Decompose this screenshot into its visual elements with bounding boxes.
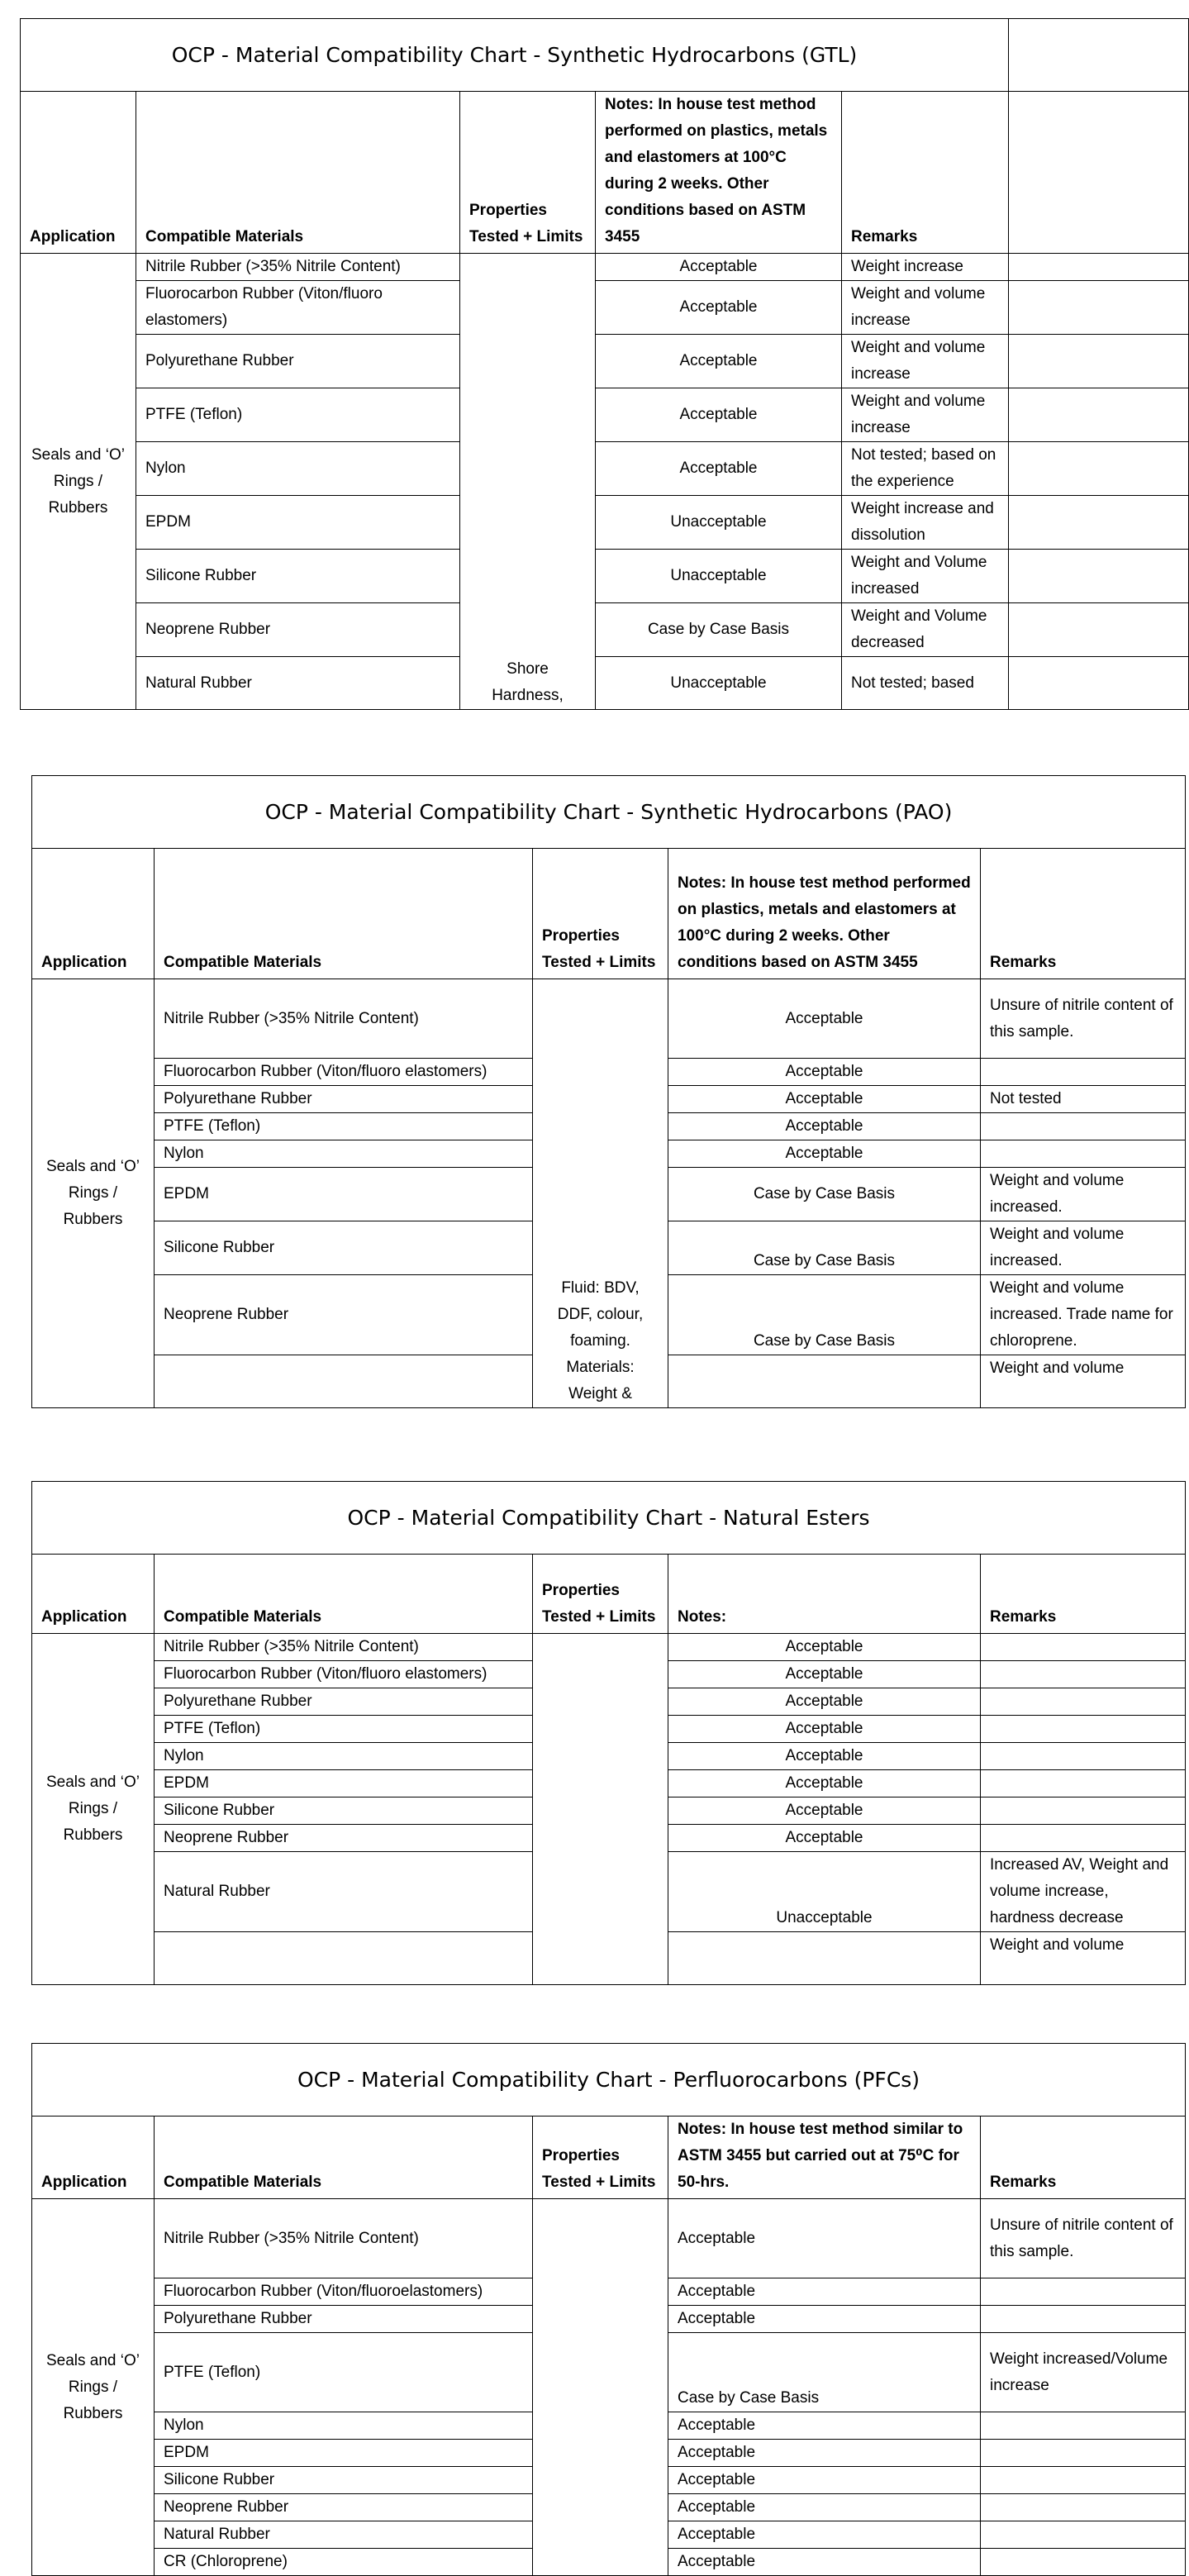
result-cell: Acceptable xyxy=(668,1770,981,1797)
header-notes: Notes: In house test method performed on plastics, metals and elastomers at 100°C during 2 weeks. Other conditions based on ASTM 3455 xyxy=(668,849,981,979)
material-cell: Polyurethane Rubber xyxy=(136,335,460,388)
remark-cell: Weight and Volume increased xyxy=(842,550,1009,603)
remark-cell: Weight and volume xyxy=(981,1932,1186,1985)
remark-cell xyxy=(981,1770,1186,1797)
result-cell: Case by Case Basis xyxy=(596,603,842,657)
result-cell: Acceptable xyxy=(668,2412,981,2440)
result-cell: Acceptable xyxy=(668,1634,981,1661)
table-row xyxy=(21,496,1189,550)
empty-cell xyxy=(1009,603,1189,657)
empty-cell xyxy=(1009,388,1189,442)
material-cell: CR (Chloroprene) xyxy=(155,2549,533,2576)
remark-cell xyxy=(981,2549,1186,2576)
result-cell: Acceptable xyxy=(596,335,842,388)
material-cell: EPDM xyxy=(155,1770,533,1797)
header-remarks: Remarks xyxy=(981,1555,1186,1634)
remark-cell xyxy=(981,1059,1186,1086)
material-cell: Nylon xyxy=(155,2412,533,2440)
material-cell: PTFE (Teflon) xyxy=(136,388,460,442)
table-row xyxy=(21,550,1189,603)
result-cell: Acceptable xyxy=(668,1797,981,1825)
remark-cell xyxy=(981,2521,1186,2549)
header-materials: Compatible Materials xyxy=(155,2117,533,2199)
remark-cell: Weight and volume increase xyxy=(842,281,1009,335)
header-notes: Notes: xyxy=(668,1555,981,1634)
material-cell: Fluorocarbon Rubber (Viton/fluoro elastomers) xyxy=(136,281,460,335)
result-cell: Acceptable xyxy=(668,1716,981,1743)
material-cell: Neoprene Rubber xyxy=(136,603,460,657)
empty-cell xyxy=(1009,550,1189,603)
table-row xyxy=(21,335,1189,388)
result-cell: Acceptable xyxy=(668,2494,981,2521)
result-cell: Acceptable xyxy=(668,1059,981,1086)
material-cell: Neoprene Rubber xyxy=(155,1825,533,1852)
header-notes: Notes: In house test method similar to ASTM 3455 but carried out at 75⁰C for 50-hrs. xyxy=(668,2117,981,2199)
remark-cell xyxy=(981,2278,1186,2306)
result-cell: Acceptable xyxy=(668,1688,981,1716)
material-cell: Silicone Rubber xyxy=(155,1221,533,1275)
header-materials: Compatible Materials xyxy=(155,1555,533,1634)
material-cell: Nitrile Rubber (>35% Nitrile Content) xyxy=(136,254,460,281)
application-cell: Seals and ‘O’ Rings / Rubbers xyxy=(32,979,155,1408)
result-cell: Acceptable xyxy=(596,254,842,281)
result-cell: Acceptable xyxy=(596,388,842,442)
table-row xyxy=(21,442,1189,496)
material-cell: Nylon xyxy=(155,1743,533,1770)
table-row xyxy=(32,2199,1186,2278)
remark-cell: Weight and volume increased. Trade name for chloroprene. xyxy=(981,1275,1186,1355)
gtl-chart xyxy=(20,18,1185,704)
result-cell: Acceptable xyxy=(668,2199,981,2278)
header-remarks: Remarks xyxy=(842,92,1009,254)
remark-cell: Not tested; based on the experience xyxy=(842,442,1009,496)
material-cell: Nitrile Rubber (>35% Nitrile Content) xyxy=(155,1634,533,1661)
material-cell xyxy=(155,1355,533,1408)
result-cell: Unacceptable xyxy=(596,657,842,710)
remark-cell xyxy=(981,2440,1186,2467)
remark-cell: Weight and volume increased. xyxy=(981,1221,1186,1275)
material-cell: Neoprene Rubber xyxy=(155,2494,533,2521)
header-materials: Compatible Materials xyxy=(136,92,460,254)
result-cell: Acceptable xyxy=(668,1743,981,1770)
application-cell: Seals and ‘O’ Rings / Rubbers xyxy=(32,2199,155,2576)
remark-cell: Increased AV, Weight and volume increase, hardness decrease xyxy=(981,1852,1186,1932)
header-remarks: Remarks xyxy=(981,2117,1186,2199)
remark-cell: Weight and volume increased. xyxy=(981,1168,1186,1221)
header-application: Application xyxy=(32,1555,155,1634)
remark-cell xyxy=(981,1113,1186,1140)
header-properties: Properties Tested + Limits xyxy=(533,2117,668,2199)
remark-cell xyxy=(981,2412,1186,2440)
material-cell: Nylon xyxy=(155,1140,533,1168)
material-cell: Silicone Rubber xyxy=(155,1797,533,1825)
empty-cell xyxy=(1009,19,1189,92)
result-cell: Case by Case Basis xyxy=(668,1168,981,1221)
remark-cell: Weight increase xyxy=(842,254,1009,281)
remark-cell: Unsure of nitrile content of this sample. xyxy=(981,979,1186,1059)
material-cell: Natural Rubber xyxy=(155,2521,533,2549)
material-cell: EPDM xyxy=(155,1168,533,1221)
table-row xyxy=(32,979,1186,1059)
empty-cell xyxy=(1009,254,1189,281)
table-row xyxy=(21,657,1189,710)
header-properties: Properties Tested + Limits xyxy=(460,92,596,254)
table-row xyxy=(21,388,1189,442)
material-cell: Fluorocarbon Rubber (Viton/fluoro elastomers) xyxy=(155,1059,533,1086)
result-cell: Acceptable xyxy=(668,2278,981,2306)
result-cell: Acceptable xyxy=(596,281,842,335)
material-cell: PTFE (Teflon) xyxy=(155,2333,533,2412)
chart-title: OCP - Material Compatibility Chart - Perfluorocarbons (PFCs) xyxy=(32,2044,1186,2117)
result-cell: Acceptable xyxy=(668,2306,981,2333)
remark-cell xyxy=(981,1743,1186,1770)
empty-cell xyxy=(1009,92,1189,254)
result-cell: Acceptable xyxy=(668,1661,981,1688)
result-cell: Acceptable xyxy=(668,1825,981,1852)
application-cell: Seals and ‘O’ Rings / Rubbers xyxy=(21,254,136,710)
table-row xyxy=(21,281,1189,335)
remark-cell xyxy=(981,2494,1186,2521)
remark-cell xyxy=(981,1688,1186,1716)
remark-cell: Weight increased/Volume increase xyxy=(981,2333,1186,2412)
result-cell: Acceptable xyxy=(596,442,842,496)
material-cell: Silicone Rubber xyxy=(136,550,460,603)
remark-cell xyxy=(981,2306,1186,2333)
remark-cell: Not tested; based xyxy=(842,657,1009,710)
table-row xyxy=(21,603,1189,657)
empty-cell xyxy=(1009,281,1189,335)
properties-cell: Fluid: BDV, DDF, colour, foaming. Materials: Weight & xyxy=(533,979,668,1408)
properties-cell xyxy=(533,2199,668,2576)
chart-title: OCP - Material Compatibility Chart - Synthetic Hydrocarbons (GTL) xyxy=(21,19,1009,92)
material-cell: Natural Rubber xyxy=(155,1852,533,1932)
header-remarks: Remarks xyxy=(981,849,1186,979)
empty-cell xyxy=(1009,496,1189,550)
header-materials: Compatible Materials xyxy=(155,849,533,979)
chart-title: OCP - Material Compatibility Chart - Synthetic Hydrocarbons (PAO) xyxy=(32,776,1186,849)
result-cell: Acceptable xyxy=(668,1086,981,1113)
remark-cell xyxy=(981,2467,1186,2494)
properties-cell xyxy=(533,1634,668,1985)
result-cell: Acceptable xyxy=(668,2467,981,2494)
material-cell: Polyurethane Rubber xyxy=(155,1086,533,1113)
result-cell: Unacceptable xyxy=(668,1852,981,1932)
result-cell: Case by Case Basis xyxy=(668,1221,981,1275)
remark-cell: Weight and volume increase xyxy=(842,335,1009,388)
result-cell: Acceptable xyxy=(668,2440,981,2467)
remark-cell xyxy=(981,1140,1186,1168)
pao-chart xyxy=(31,775,1182,1402)
material-cell: Neoprene Rubber xyxy=(155,1275,533,1355)
result-cell: Acceptable xyxy=(668,979,981,1059)
result-cell: Case by Case Basis xyxy=(668,2333,981,2412)
result-cell: Acceptable xyxy=(668,2521,981,2549)
header-application: Application xyxy=(21,92,136,254)
remark-cell xyxy=(981,1661,1186,1688)
material-cell: EPDM xyxy=(136,496,460,550)
material-cell: Nitrile Rubber (>35% Nitrile Content) xyxy=(155,979,533,1059)
esters-chart xyxy=(31,1481,1182,1954)
header-properties: Properties Tested + Limits xyxy=(533,849,668,979)
result-cell: Unacceptable xyxy=(596,496,842,550)
table-row xyxy=(21,254,1189,281)
empty-cell xyxy=(1009,335,1189,388)
remark-cell: Weight increase and dissolution xyxy=(842,496,1009,550)
header-properties: Properties Tested + Limits xyxy=(533,1555,668,1634)
remark-cell xyxy=(981,1634,1186,1661)
result-cell: Case by Case Basis xyxy=(668,1275,981,1355)
material-cell: PTFE (Teflon) xyxy=(155,1716,533,1743)
material-cell: Natural Rubber xyxy=(136,657,460,710)
header-notes: Notes: In house test method performed on plastics, metals and elastomers at 100°C during 2 weeks. Other conditions based on ASTM 3455 xyxy=(596,92,842,254)
material-cell: Nylon xyxy=(136,442,460,496)
result-cell xyxy=(668,1355,981,1408)
result-cell xyxy=(668,1932,981,1985)
table-row xyxy=(32,1634,1186,1661)
remark-cell xyxy=(981,1825,1186,1852)
material-cell: Silicone Rubber xyxy=(155,2467,533,2494)
material-cell: Polyurethane Rubber xyxy=(155,1688,533,1716)
material-cell: Fluorocarbon Rubber (Viton/fluoroelastomers) xyxy=(155,2278,533,2306)
material-cell: Nitrile Rubber (>35% Nitrile Content) xyxy=(155,2199,533,2278)
remark-cell: Weight and volume increase xyxy=(842,388,1009,442)
material-cell: Polyurethane Rubber xyxy=(155,2306,533,2333)
application-cell: Seals and ‘O’ Rings / Rubbers xyxy=(32,1634,155,1985)
result-cell: Acceptable xyxy=(668,1140,981,1168)
remark-cell: Unsure of nitrile content of this sample. xyxy=(981,2199,1186,2278)
remark-cell xyxy=(981,1716,1186,1743)
material-cell: EPDM xyxy=(155,2440,533,2467)
properties-cell: Shore Hardness, xyxy=(460,254,596,710)
empty-cell xyxy=(1009,657,1189,710)
header-application: Application xyxy=(32,2117,155,2199)
material-cell: PTFE (Teflon) xyxy=(155,1113,533,1140)
result-cell: Unacceptable xyxy=(596,550,842,603)
remark-cell: Not tested xyxy=(981,1086,1186,1113)
result-cell: Acceptable xyxy=(668,2549,981,2576)
pfc-chart xyxy=(31,2043,1182,2570)
result-cell: Acceptable xyxy=(668,1113,981,1140)
remark-cell xyxy=(981,1797,1186,1825)
chart-title: OCP - Material Compatibility Chart - Natural Esters xyxy=(32,1482,1186,1555)
material-cell: Fluorocarbon Rubber (Viton/fluoro elastomers) xyxy=(155,1661,533,1688)
remark-cell: Weight and Volume decreased xyxy=(842,603,1009,657)
empty-cell xyxy=(1009,442,1189,496)
header-application: Application xyxy=(32,849,155,979)
remark-cell: Weight and volume xyxy=(981,1355,1186,1408)
material-cell xyxy=(155,1932,533,1985)
